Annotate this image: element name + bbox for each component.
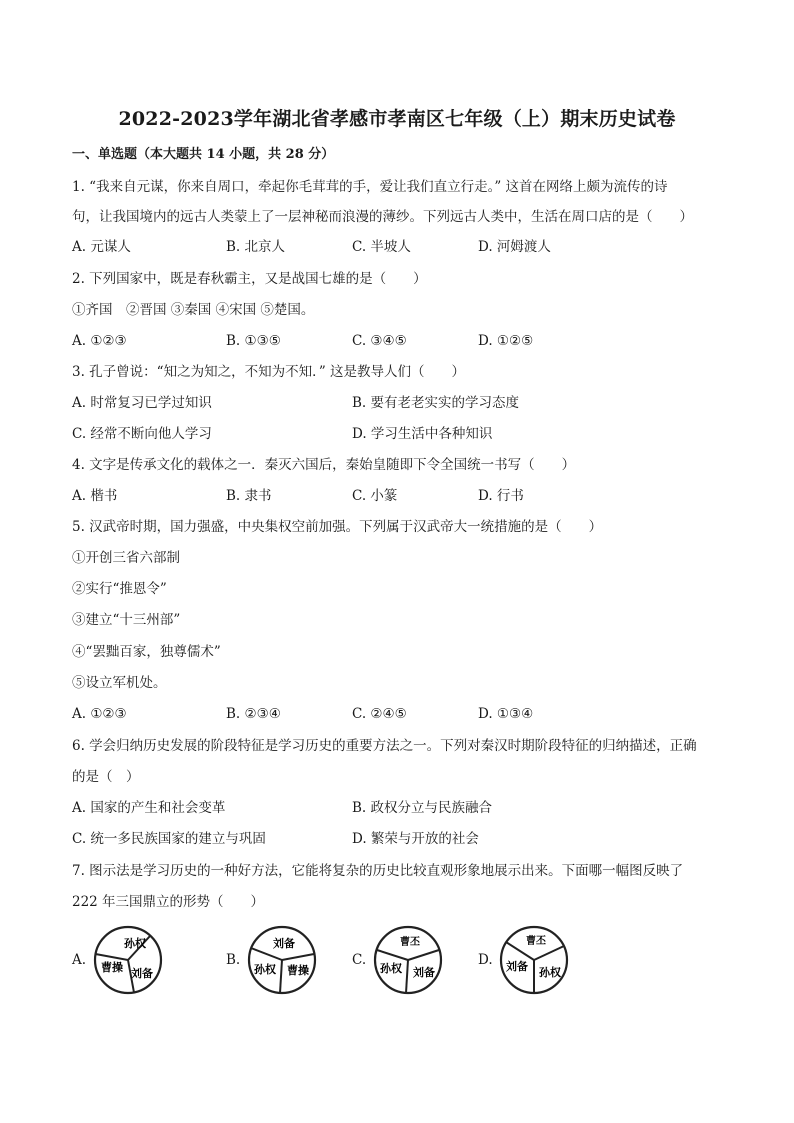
question-5-line-1: 5. 汉武帝时期，国力强盛，中央集权空前加强。下列属于汉武帝大一统措施的是（ ） — [72, 519, 603, 535]
question-1-line-2: 句，让我国境内的远古人类蒙上了一层神秘而浪漫的薄纱。下列远古人类中，生活在周口店的是（ ） — [72, 209, 693, 225]
q5-item-4: ④“罢黜百家，独尊儒术” — [72, 644, 221, 660]
question-6-line-2: 的是（ ） — [72, 769, 140, 785]
section-heading: 一、单选题（本大题共 14 小题，共 28 分） — [72, 147, 335, 162]
q5-item-2: ②实行“推恩令” — [72, 581, 167, 597]
question-4-line-1: 4. 文字是传承文化的载体之一．秦灭六国后，秦始皇随即下令全国统一书写（ ） — [72, 457, 576, 473]
question-7-line-1: 7. 图示法是学习历史的一种好方法，它能将复杂的历史比较直观形象地展示出来。下面哪一幅图反映了 — [72, 863, 684, 879]
q5-option-d: D. ①③④ — [478, 706, 534, 722]
q7-pie-d — [498, 924, 570, 1000]
q2-option-c: C. ③④⑤ — [352, 333, 407, 349]
q4-option-b: B. 隶书 — [226, 488, 272, 504]
q1-option-d: D. 河姆渡人 — [478, 239, 551, 255]
question-2-line-1: 2. 下列国家中，既是春秋霸主，又是战国七雄的是（ ） — [72, 271, 427, 287]
q6-option-d: D. 繁荣与开放的社会 — [352, 831, 479, 847]
question-2-line-2: ①齐国 ②晋国 ③秦国 ④宋国 ⑤楚国。 — [72, 302, 315, 318]
q5-item-5: ⑤设立军机处。 — [72, 675, 167, 691]
q3-option-d: D. 学习生活中各种知识 — [352, 426, 493, 442]
pie-a-top-label: 孙权 — [124, 937, 146, 950]
q1-option-a: A. 元谋人 — [72, 239, 131, 255]
pie-b-top-label: 刘备 — [273, 937, 295, 950]
question-3-line-1: 3. 孔子曾说：“知之为知之，不知为不知．” 这是教导人们（ ） — [72, 364, 466, 380]
q2-option-b: B. ①③⑤ — [226, 333, 281, 349]
q3-option-a: A. 时常复习已学过知识 — [72, 395, 212, 411]
q6-option-a: A. 国家的产生和社会变革 — [72, 800, 226, 816]
q5-item-1: ①开创三省六部制 — [72, 550, 180, 566]
q7-option-c-letter: C. — [352, 952, 367, 968]
q5-option-a: A. ①②③ — [72, 706, 127, 722]
pie-b-right-label: 曹操 — [287, 964, 309, 977]
pie-d-top-label: 曹丕 — [526, 936, 546, 947]
q4-option-c: C. 小篆 — [352, 488, 398, 504]
question-7-line-2: 222 年三国鼎立的形势（ ） — [72, 894, 265, 910]
q7-option-d-letter: D. — [478, 952, 493, 968]
q7-pie-c — [372, 924, 444, 1000]
pie-c-top-label: 曹丕 — [400, 937, 420, 948]
q7-option-a-letter: A. — [72, 952, 87, 968]
q3-option-c: C. 经常不断向他人学习 — [72, 426, 212, 442]
pie-a-right-label: 刘备 — [131, 967, 153, 980]
pie-c-right-label: 刘备 — [413, 966, 435, 979]
question-6-line-1: 6. 学会归纳历史发展的阶段特征是学习历史的重要方法之一。下列对秦汉时期阶段特征的归纳描述，正确 — [72, 738, 697, 754]
q7-pie-a — [92, 924, 164, 1000]
pie-a-left-label: 曹操 — [101, 961, 123, 974]
q7-pie-b — [246, 924, 318, 1000]
q3-option-b: B. 要有老老实实的学习态度 — [352, 395, 520, 411]
q4-option-a: A. 楷书 — [72, 488, 118, 504]
q5-option-b: B. ②③④ — [226, 706, 281, 722]
q2-option-d: D. ①②⑤ — [478, 333, 534, 349]
question-1-line-1: 1. “我来自元谋，你来自周口，牵起你毛茸茸的手，爱让我们直立行走。” 这首在网络上颇为流传的诗 — [72, 179, 668, 195]
pie-c-left-label: 孙权 — [380, 962, 402, 975]
q4-option-d: D. 行书 — [478, 488, 524, 504]
q2-option-a: A. ①②③ — [72, 333, 127, 349]
page-title: 2022-2023学年湖北省孝感市孝南区七年级（上）期末历史试卷 — [118, 108, 676, 130]
q5-option-c: C. ②④⑤ — [352, 706, 407, 722]
pie-d-left-label: 刘备 — [506, 960, 528, 973]
q7-option-b-letter: B. — [226, 952, 241, 968]
q1-option-b: B. 北京人 — [226, 239, 286, 255]
pie-d-right-label: 孙权 — [539, 966, 561, 979]
q5-item-3: ③建立“十三州部” — [72, 612, 181, 628]
q1-option-c: C. 半坡人 — [352, 239, 411, 255]
q6-option-c: C. 统一多民族国家的建立与巩固 — [72, 831, 266, 847]
pie-b-left-label: 孙权 — [254, 963, 276, 976]
q6-option-b: B. 政权分立与民族融合 — [352, 800, 493, 816]
